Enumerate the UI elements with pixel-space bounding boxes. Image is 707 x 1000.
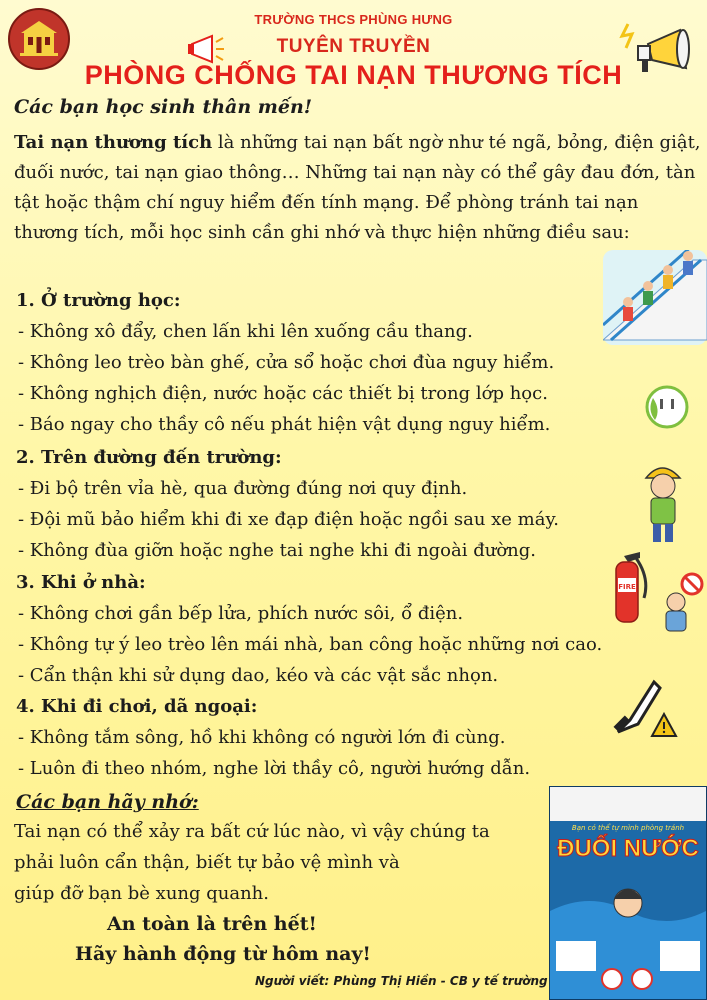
electric-outlet-icon (645, 384, 689, 430)
poster-header (550, 787, 706, 821)
campaign-label: TUYÊN TRUYỀN (276, 36, 431, 57)
list-item: - Cẩn thận khi sử dụng dao, kéo và các vật sắc nhọn. (18, 665, 499, 686)
intro-paragraph (14, 128, 704, 248)
section-title-3: 3. Khi ở nhà: (16, 572, 146, 593)
remember-title: Các bạn hãy nhớ: (16, 791, 199, 813)
closing-line: phải luôn cẩn thận, biết tự bảo vệ mình và (14, 852, 400, 873)
list-item: - Luôn đi theo nhóm, nghe lời thầy cô, người hướng dẫn. (18, 758, 531, 779)
poster-subtitle: Bạn có thể tự mình phòng tránh (571, 824, 685, 832)
intro-bold: Tai nạn thương tích (14, 132, 213, 153)
closing-line: giúp đỡ bạn bè xung quanh. (14, 883, 269, 904)
school-name: TRƯỜNG THCS PHÙNG HƯNG (254, 12, 453, 27)
fire-label: FIRE (618, 583, 636, 591)
child-helmet-illustration (638, 456, 688, 546)
list-item: - Đội mũ bảo hiểm khi đi xe đạp điện hoặc ngồi sau xe máy. (18, 509, 559, 530)
section-title-1: 1. Ở trường học: (16, 290, 181, 311)
poster-title: ĐUỐI NƯỚC (557, 835, 699, 862)
page-title: PHÒNG CHỐNG TAI NẠN THƯƠNG TÍCH (84, 60, 623, 90)
drowning-poster (549, 786, 707, 1000)
no-fire-child-illustration (652, 572, 706, 634)
greeting: Các bạn học sinh thân mến! (14, 96, 313, 118)
list-item: - Không tắm sông, hồ khi không có người lớn đi cùng. (18, 727, 506, 748)
list-item: - Đi bộ trên vỉa hè, qua đường đúng nơi quy định. (18, 478, 468, 499)
list-item: - Không chơi gần bếp lửa, phích nước sôi, ổ điện. (18, 603, 464, 624)
list-item: - Báo ngay cho thầy cô nếu phát hiện vật dụng nguy hiểm. (18, 414, 551, 435)
section-title-2: 2. Trên đường đến trường: (16, 447, 282, 468)
stairs-children-illustration (603, 250, 707, 345)
list-item: - Không xô đẩy, chen lấn khi lên xuống cầu thang. (18, 321, 473, 342)
fire-extinguisher-icon (606, 548, 652, 626)
author-credit: Người viết: Phùng Thị Hiền - CB y tế trường (255, 974, 548, 988)
slogan-2: Hãy hành động từ hôm nay! (75, 943, 371, 965)
poster-illustration (550, 871, 706, 999)
list-item: - Không leo trèo bàn ghế, cửa sổ hoặc chơi đùa nguy hiểm. (18, 352, 555, 373)
intro-text: là những tai nạn bất ngờ như té ngã, bỏng, điện giật, đuối nước, tai nạn giao thông… Những tai nạn này có thể gây đau đớn, tàn tật hoặc thậm chí nguy hiểm đến tính mạng. Để phòng tránh tai nạn thương tích, mỗi học sinh cần ghi nhớ và thực hiện những điều sau: (14, 132, 701, 243)
closing-line: Tai nạn có thể xảy ra bất cứ lúc nào, vì vậy chúng ta (14, 821, 490, 842)
section-title-4: 4. Khi đi chơi, dã ngoại: (16, 696, 258, 717)
list-item: - Không đùa giỡn hoặc nghe tai nghe khi đi ngoài đường. (18, 540, 537, 561)
list-item: - Không tự ý leo trèo lên mái nhà, ban công hoặc những nơi cao. (18, 634, 603, 655)
slogan-1: An toàn là trên hết! (107, 913, 317, 935)
knife-warning-icon (608, 672, 680, 740)
list-item: - Không nghịch điện, nước hoặc các thiết bị trong lớp học. (18, 383, 548, 404)
